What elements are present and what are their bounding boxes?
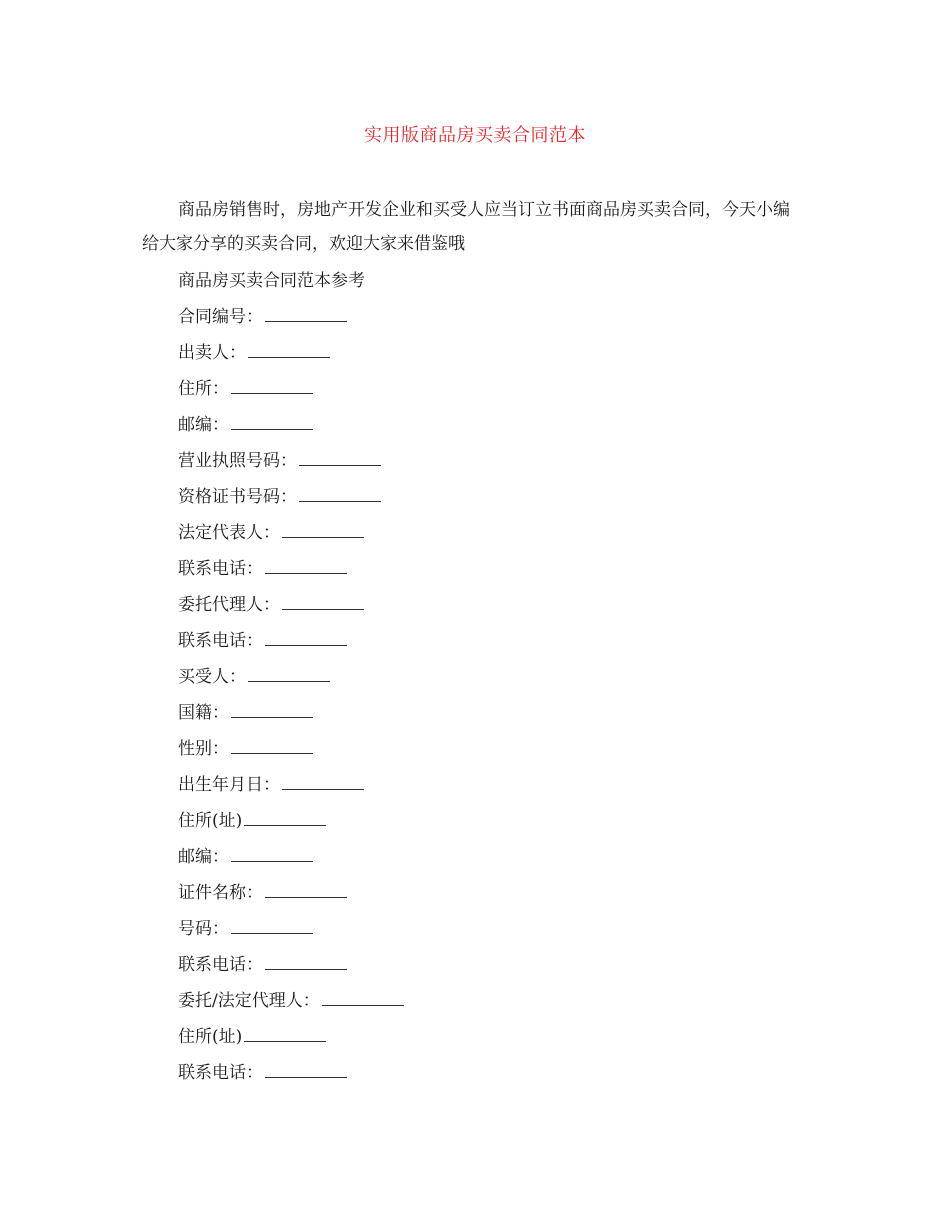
field-label: 出生年月日： [178,775,280,795]
field-label: 国籍： [178,703,229,723]
fill-in-blank [244,1027,326,1042]
contract-field-row [178,839,404,875]
fill-in-blank [299,487,381,502]
fill-in-blank [265,559,347,574]
contract-field-row [178,731,404,767]
fill-in-blank [231,847,313,862]
fill-in-blank [248,667,330,682]
fill-in-blank [231,739,313,754]
fill-in-blank [265,955,347,970]
field-label: 联系电话： [178,1063,263,1083]
fill-in-blank [265,307,347,322]
contract-field-row [178,587,404,623]
field-label: 资格证书号码： [178,487,297,507]
field-label: 住所： [178,379,229,399]
contract-field-row [178,515,404,551]
field-label: 联系电话： [178,559,263,579]
fill-in-blank [231,703,313,718]
contract-field-row [178,551,404,587]
contract-field-row [178,659,404,695]
contract-field-row [178,371,404,407]
fill-in-blank [231,919,313,934]
contract-field-row [178,335,404,371]
contract-field-row [178,479,404,515]
contract-field-row [178,767,404,803]
fill-in-blank [265,631,347,646]
field-label: 营业执照号码： [178,451,297,471]
fill-in-blank [282,775,364,790]
field-label: 合同编号： [178,307,263,327]
document-title: 实用版商品房买卖合同范本 [364,125,586,146]
field-label: 委托代理人： [178,595,280,615]
contract-field-row [178,695,404,731]
field-label: 住所(址) [178,811,243,831]
fill-in-blank [265,1063,347,1078]
contract-field-row [178,1055,404,1091]
contract-field-row [178,1019,404,1055]
fill-in-blank [231,415,313,430]
field-label: 号码： [178,919,229,939]
field-label: 性别： [178,739,229,759]
fill-in-blank [244,811,326,826]
field-label: 联系电话： [178,955,263,975]
fill-in-blank [282,523,364,538]
fill-in-blank [322,991,404,1006]
fill-in-blank [282,595,364,610]
field-label: 委托/法定代理人： [178,991,320,1011]
field-label: 法定代表人： [178,523,280,543]
contract-field-row [178,407,404,443]
contract-field-row [178,875,404,911]
contract-subtitle: 商品房买卖合同范本参考 [178,271,365,291]
field-label: 出卖人： [178,343,246,363]
contract-field-row [178,947,404,983]
intro-paragraph: 商品房销售时，房地产开发企业和买受人应当订立书面商品房买卖合同，今天小编给大家分享的买卖合同，欢迎大家来借鉴哦 [142,200,790,254]
contract-field-row [178,911,404,947]
field-label: 住所(址) [178,1027,243,1047]
field-label: 邮编： [178,415,229,435]
contract-field-row [178,443,404,479]
field-label: 买受人： [178,667,246,687]
fill-in-blank [299,451,381,466]
contract-field-list [178,263,404,1091]
contract-field-row [178,299,404,335]
field-label: 邮编： [178,847,229,867]
fill-in-blank [248,343,330,358]
field-label: 联系电话： [178,631,263,651]
field-label: 证件名称： [178,883,263,903]
fill-in-blank [265,883,347,898]
contract-field-row [178,803,404,839]
fill-in-blank [231,379,313,394]
contract-field-row [178,623,404,659]
contract-field-row [178,983,404,1019]
